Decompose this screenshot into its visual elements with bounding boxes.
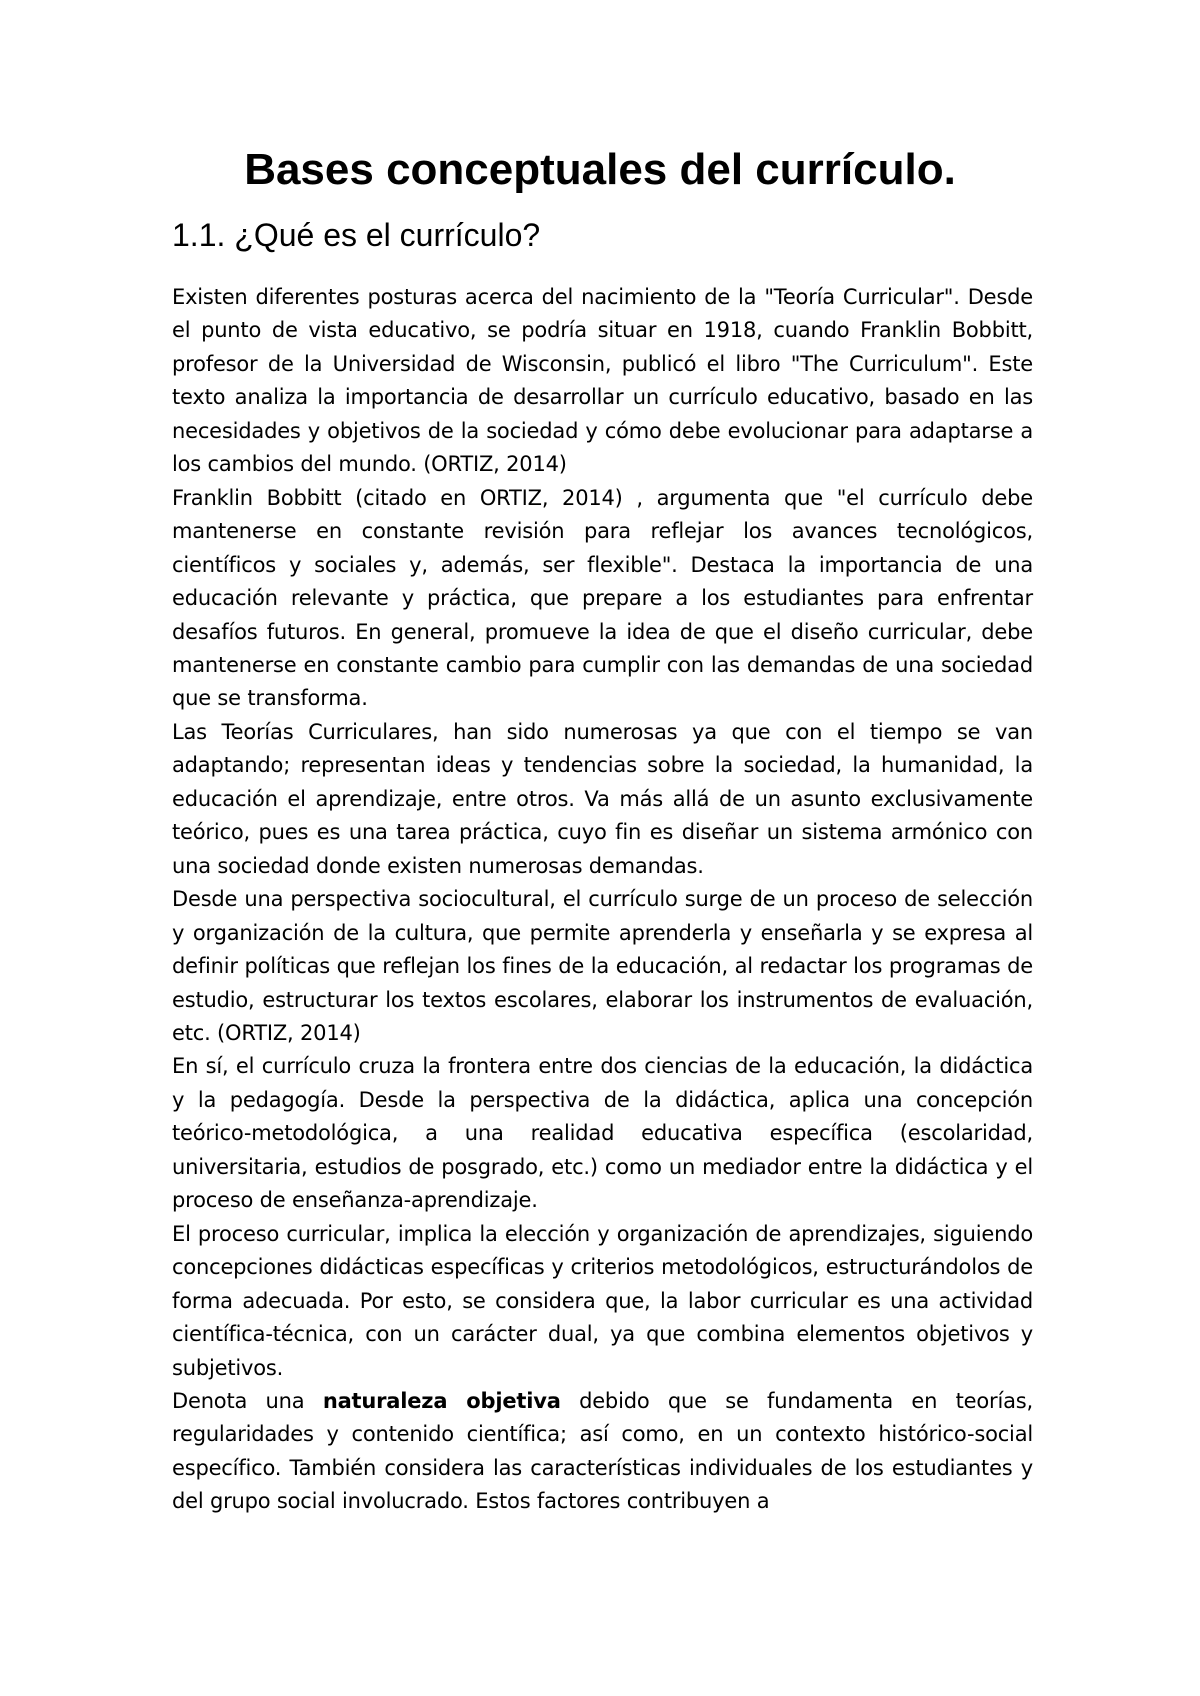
paragraph-text-after: debido que se fundamenta en teorías, regularidades y contenido científica; así como, en un contexto histórico-social específico. También considera las características individuales de los estudiantes y del grupo social involucrado. Estos factores contribuyen a [172, 1388, 1033, 1514]
paragraph: Desde una perspectiva sociocultural, el currículo surge de un proceso de selección y organización de la cultura, que permite aprenderla y enseñarla y se expresa al definir políticas que reflejan los fines de la educación, al redactar los programas de estudio, estructurar los textos escolares, elaborar los instrumentos de evaluación, etc. (ORTIZ, 2014) [172, 887, 1033, 1045]
paragraph-last [172, 1385, 1033, 1519]
paragraph: Existen diferentes posturas acerca del nacimiento de la "Teoría Curricular". Desde el punto de vista educativo, se podría situar en 1918, cuando Franklin Bobbitt, profesor de la Universidad de Wisconsin, publicó el libro "The Curriculum". Este texto analiza la importancia de desarrollar un currículo educativo, basado en las necesidades y objetivos de la sociedad y cómo debe evolucionar para adaptarse a los cambios del mundo. (ORTIZ, 2014) [172, 285, 1033, 477]
paragraph-text-before: Denota una [172, 1388, 323, 1413]
paragraph: Las Teorías Curriculares, han sido numerosas ya que con el tiempo se van adaptando; representan ideas y tendencias sobre la sociedad, la humanidad, la educación el aprendizaje, entre otros. Va más allá de un asunto exclusivamente teórico, pues es una tarea práctica, cuyo fin es diseñar un sistema armónico con una sociedad donde existen numerosas demandas. [172, 719, 1033, 878]
document-body [172, 281, 1033, 1519]
document-title: Bases conceptuales del currículo. [244, 145, 956, 194]
section-heading: 1.1. ¿Qué es el currículo? [172, 217, 541, 253]
bold-term: naturaleza objetiva [322, 1388, 561, 1413]
paragraph: Franklin Bobbitt (citado en ORTIZ, 2014) , argumenta que "el currículo debe mantenerse en constante revisión para reflejar los avances tecnológicos, científicos y sociales y, además, ser flexible". Destaca la importancia de una educación relevante y práctica, que prepare a los estudiantes para enfrentar desafíos futuros. En general, promueve la idea de que el diseño curricular, debe mantenerse en constante cambio para cumplir con las demandas de una sociedad que se transforma. [172, 485, 1033, 711]
paragraph: El proceso curricular, implica la elección y organización de aprendizajes, siguiendo concepciones didácticas específicas y criterios metodológicos, estructurándolos de forma adecuada. Por esto, se considera que, la labor curricular es una actividad científica-técnica, con un carácter dual, ya que combina elementos objetivos y subjetivos. [172, 1221, 1033, 1380]
paragraph: En sí, el currículo cruza la frontera entre dos ciencias de la educación, la didáctica y la pedagogía. Desde la perspectiva de la didáctica, aplica una concepción teórico-metodológica, a una realidad educativa específica (escolaridad, universitaria, estudios de posgrado, etc.) como un mediador entre la didáctica y el proceso de enseñanza-aprendizaje. [172, 1054, 1033, 1213]
